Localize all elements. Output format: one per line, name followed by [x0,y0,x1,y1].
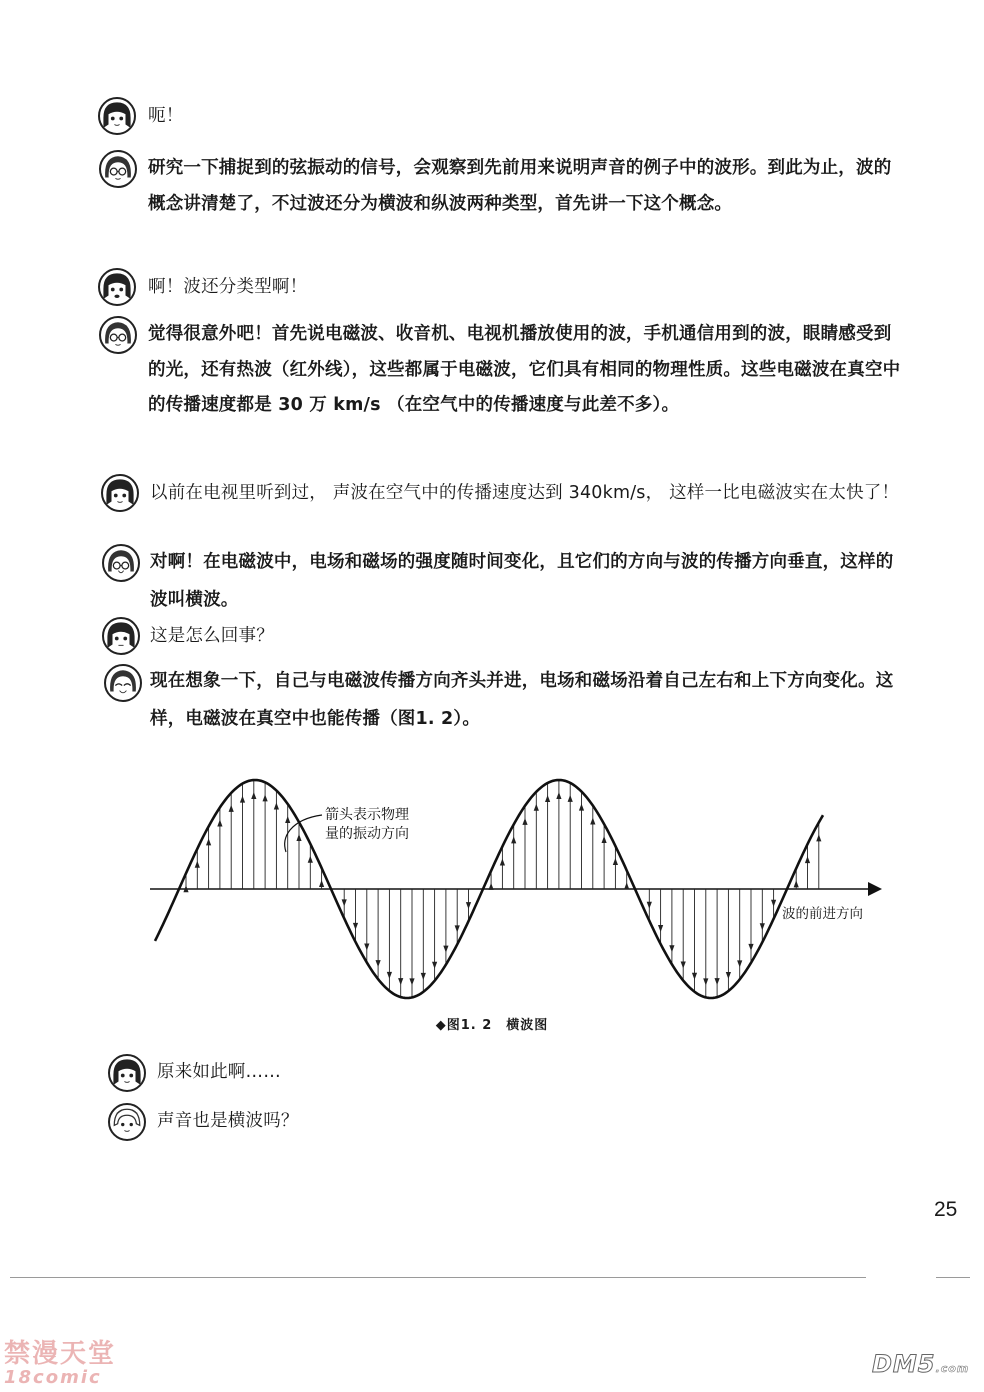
vibration-arrow-icon [195,861,200,868]
vibration-arrow-icon [251,792,256,799]
footer-rule [10,1277,866,1278]
vibration-arrow-icon [556,792,561,799]
watermark-right-text: DM5 [872,1350,936,1378]
vibration-arrow-icon [794,880,799,887]
vibration-arrow-icon [681,961,686,968]
vibration-arrow-icon [274,802,279,809]
vibration-arrow-icon [263,794,268,801]
vibration-arrow-icon [308,856,313,863]
vibration-arrow-icon [602,836,607,843]
vibration-arrow-icon [353,923,358,930]
annotation-leader-line [285,815,322,852]
vibration-arrow-icon [534,804,539,811]
axis-arrowhead-icon [868,882,882,896]
vibration-arrow-icon [726,972,731,979]
vibration-arrow-icon [771,900,776,907]
dialogue-text-1: 呃！ [148,106,184,126]
vibration-arrow-icon [285,816,290,823]
vibration-arrow-icon [737,960,742,967]
vibration-arrow-icon [692,973,697,980]
dialogue-text-2: 研究一下捕捉到的弦振动的信号，会观察到先前用来说明声音的例子中的波形。到此为止，波的概念讲清楚了，不过波还分为横波和纵波两种类型，首先讲一下这个概念。 [148,158,892,214]
vibration-arrow-icon [319,880,324,887]
vibration-arrow-icon [500,858,505,865]
vibration-arrow-icon [805,856,810,863]
vibration-arrow-icon [703,978,708,985]
vibration-arrow-icon [647,902,652,909]
vibration-arrow-icon [466,902,471,909]
vibration-arrow-icon [579,804,584,811]
avatar-girl-b [108,1103,146,1141]
girl-a-face-icon [110,1056,144,1090]
footer-rule-right [936,1277,970,1278]
vibration-arrow-icon [398,978,403,985]
vibration-arrow-icon [669,945,674,952]
watermark-left-line1: 禁漫天堂 [4,1339,117,1369]
vibration-arrow-icon [568,795,573,802]
vibration-arrow-icon [522,818,527,825]
vibration-arrow-icon [816,834,821,841]
annotation-line-2: 量的振动方向 [325,826,409,842]
page-number: 25 [934,1198,958,1221]
dialogue-text-7: 这是怎么回事？ [150,626,274,646]
dialogue-text-5: 以前在电视里听到过， 声波在空气中的传播速度达到 340km/s， 这样一比电磁波实在太快了！ [150,483,900,503]
vibration-arrow-icon [342,899,347,906]
vibration-arrow-icon [613,858,618,865]
dialogue-text-8: 现在想象一下，自己与电磁波传播方向齐头并进，电场和磁场沿着自己左右和上下方向变化。这样，电磁波在真空中也能传播（图1. 2）。 [150,671,894,729]
annotation-line-1: 箭头表示物理 [325,807,409,823]
vibration-arrow-icon [409,978,414,985]
watermark-right [872,1350,969,1378]
dialogue-text-3: 啊！波还分类型啊！ [148,277,308,297]
dialogue-text-10: 声音也是横波吗？ [157,1111,299,1131]
vibration-arrow-icon [715,978,720,985]
dialogue-text-9: 原来如此啊…… [157,1062,281,1082]
vibration-arrow-icon [443,946,448,953]
avatar-girl-a [108,1054,146,1092]
vibration-arrow-icon [658,925,663,932]
vibration-arrow-icon [421,973,426,980]
vibration-arrow-icon [206,838,211,845]
vibration-arrow-icon [296,834,301,841]
vibration-arrow-icon [455,925,460,932]
vibration-arrow-icon [748,944,753,951]
vibration-arrow-icon [376,960,381,967]
watermark-left [4,1340,116,1388]
vibration-arrow-icon [432,962,437,969]
watermark-right-suffix: .com [935,1362,970,1375]
vibration-arrow-icon [217,819,222,826]
vibration-arrow-icon [624,882,629,889]
vibration-arrow-icon [240,796,245,803]
vibration-arrow-icon [364,943,369,950]
axis-direction-label: 波的前进方向 [782,906,863,922]
watermark-left-line2: 18comic [4,1367,102,1388]
vibration-arrow-icon [511,836,516,843]
dialogue-text-6: 对啊！在电磁波中，电场和磁场的强度随时间变化，且它们的方向与波的传播方向垂直，这样的波叫横波。 [150,552,894,610]
dialogue-text-4: 觉得很意外吧！首先说电磁波、收音机、电视机播放使用的波，手机通信用到的波，眼睛感受到的光，还有热波（红外线），这些都属于电磁波，它们具有相同的物理性质。这些电磁波在真空中的传播速度都是 30 万 km/s （在空气中的传播速度与此差不多）。 [148,324,901,415]
vibration-arrow-icon [489,883,494,890]
figure-caption: ◆图1. 2 横波图 [435,1018,549,1033]
girl-b-face-icon [110,1105,144,1139]
vibration-arrow-icon [590,818,595,825]
vibration-arrow-icon [229,805,234,812]
vibration-arrow-icon [545,795,550,802]
vibration-arrow-icon [387,972,392,979]
vibration-arrow-icon [760,923,765,930]
